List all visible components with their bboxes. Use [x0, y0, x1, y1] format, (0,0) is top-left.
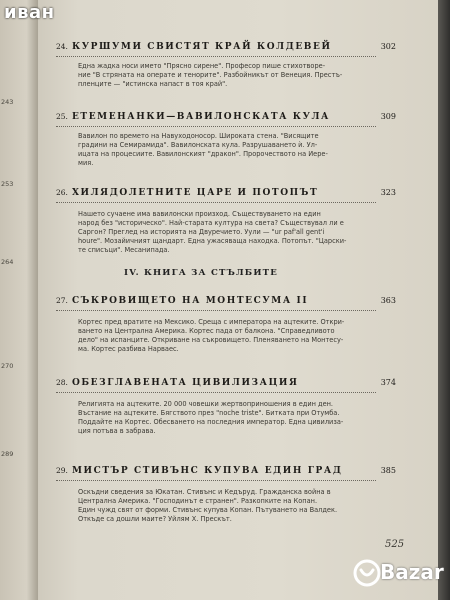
- entry-title: ЕТЕМЕНАНКИ—ВАВИЛОНСКАТА КУЛА: [71, 112, 330, 122]
- page-number: 525: [385, 539, 405, 550]
- entry-page: 363: [380, 296, 396, 305]
- entry-number: 27.: [56, 296, 68, 305]
- entry-page: 374: [380, 378, 396, 387]
- watermark: иван: [4, 2, 55, 23]
- entry-description: Нашето сучаене има вавилонски произход. Съществуването на един народ без "историческо". Най-старата култура на света? Съществувал ли е Саргон? Преглед на историята на Двуречието. Уули — "ur paf'all gent'i houre". Мозайичният щандарт. Една ужасяваща находка. Потопът. "Царски- те списъци". Месанипада.: [78, 210, 347, 254]
- left-page-number: 243: [1, 98, 14, 106]
- entry-page: 323: [380, 188, 396, 197]
- left-page-number: 289: [1, 450, 14, 458]
- bazar-logo-text: Bazar: [380, 560, 444, 584]
- toc-entry-heading: [56, 378, 396, 393]
- entry-page: 385: [380, 466, 396, 475]
- entry-number: 29.: [56, 466, 68, 475]
- entry-number: 25.: [56, 112, 68, 121]
- toc-entry-heading: [56, 296, 396, 311]
- section-heading: IV. КНИГА ЗА СТЪЛБИТЕ: [124, 268, 279, 278]
- left-page-number: 270: [1, 362, 14, 370]
- toc-entry-heading: [56, 42, 396, 57]
- entry-description: Вавилон по времето на Навуходоносор. Широката стена. "Висящите градини на Семирамида". Вавилонската кула. Разрушаването ѝ. Ул- ицата на процесиите. Вавилонският "дракон". Пророчеството на Йере- мия.: [78, 132, 328, 167]
- entry-title: КУРШУМИ СВИСТЯТ КРАЙ КОЛДЕВЕЙ: [71, 42, 332, 52]
- entry-page: 309: [380, 112, 396, 121]
- toc-entry-heading: [56, 112, 396, 127]
- left-page-strip: [0, 0, 38, 600]
- bazar-logo: [352, 558, 444, 590]
- entry-title: МИСТЪР СТИВЪНС КУПУВА ЕДИН ГРАД: [71, 466, 343, 476]
- entry-title: СЪКРОВИЩЕТО НА МОНТЕСУМА II: [71, 296, 309, 306]
- left-page-number: 264: [1, 258, 14, 266]
- toc-entry-heading: [56, 188, 396, 203]
- entry-description: Кортес пред вратите на Мексико. Среща с императора на ацтеките. Откри- ването на Централна Америка. Кортес пада от балкона. "Справедливото дело" на испанците. Откриване на съкровището. Пленяването на Монтесу- ма. Кортес разбива Нарваес.: [78, 318, 345, 353]
- entry-page: 302: [380, 42, 396, 51]
- entry-description: Една жадка носи името "Прясно сирене". Професор пише стихотворе- ние "В стряната на операте и теноритe". Разбойникът от Венеция. Престъ- пленците — "истинска напаст в тоя край".: [78, 62, 343, 88]
- entry-description: Религията на ацтеките. 20 000 човешки жертвоприношения в един ден. Въстание на ацтеките. Бягството през "noche triste". Битката при Отумба. Поддайте на Кортес. Обесването на последния император. Една цивилиза- ция потъва в забрава.: [78, 400, 344, 435]
- entry-description: Оскъдни сведения за Юкатан. Стивънс и Кедъруд. Гражданска война в Централна Америка. "Господинът е странен". Разкопките на Копан. Един чужд свят от форми. Стивънс купува Копан. Пътуването на Валдек. Откъде са дошли маите? Уйлям Х. Прескът.: [78, 488, 338, 523]
- entry-number: 24.: [56, 42, 68, 51]
- toc-entry-heading: [56, 466, 396, 481]
- book-page: [38, 0, 438, 600]
- entry-number: 28.: [56, 378, 68, 387]
- bazar-logo-icon: [352, 558, 382, 588]
- book-edge-shadow: [438, 0, 450, 600]
- entry-number: 26.: [56, 188, 68, 197]
- entry-title: ХИЛЯДОЛЕТНИТЕ ЦАРЕ И ПОТОПЪТ: [71, 188, 319, 198]
- left-page-number: 253: [1, 180, 14, 188]
- entry-title: ОБЕЗГЛАВЕНАТА ЦИВИЛИЗАЦИЯ: [71, 378, 299, 388]
